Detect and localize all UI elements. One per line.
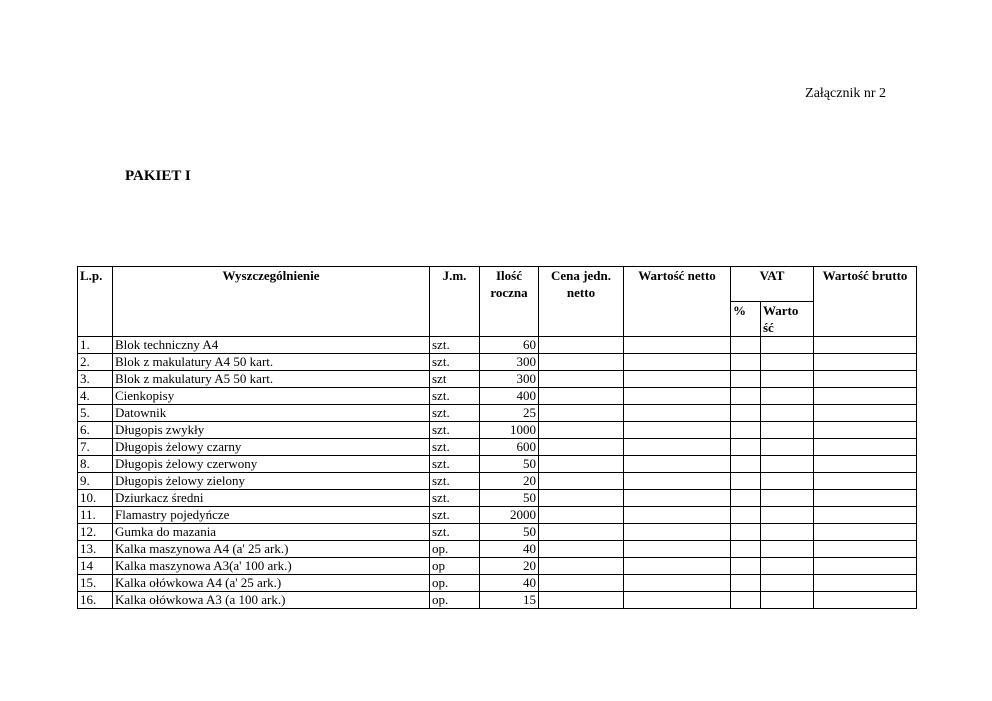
cell-vat-value	[761, 558, 814, 575]
table-row	[78, 439, 917, 456]
cell-unit: szt.	[430, 456, 480, 473]
cell-name: Gumka do mazania	[113, 524, 430, 541]
cell-unit-price	[539, 439, 624, 456]
cell-gross-value	[814, 439, 917, 456]
cell-quantity: 40	[480, 541, 539, 558]
cell-lp: 15.	[78, 575, 113, 592]
cell-vat-percent	[731, 439, 761, 456]
cell-vat-percent	[731, 524, 761, 541]
cell-quantity: 15	[480, 592, 539, 609]
cell-lp: 5.	[78, 405, 113, 422]
cell-name: Blok z makulatury A4 50 kart.	[113, 354, 430, 371]
cell-unit: szt.	[430, 405, 480, 422]
cell-unit: op	[430, 558, 480, 575]
cell-vat-percent	[731, 541, 761, 558]
table-row	[78, 456, 917, 473]
cell-name: Długopis żelowy czarny	[113, 439, 430, 456]
cell-net-value	[624, 558, 731, 575]
cell-gross-value	[814, 422, 917, 439]
cell-gross-value	[814, 388, 917, 405]
cell-vat-value	[761, 507, 814, 524]
cell-net-value	[624, 490, 731, 507]
cell-unit-price	[539, 337, 624, 354]
cell-name: Kalka ołówkowa A3 (a 100 ark.)	[113, 592, 430, 609]
cell-net-value	[624, 405, 731, 422]
table-row	[78, 388, 917, 405]
cell-lp: 10.	[78, 490, 113, 507]
cell-net-value	[624, 541, 731, 558]
table-row	[78, 371, 917, 388]
cell-unit-price	[539, 507, 624, 524]
cell-name: Blok z makulatury A5 50 kart.	[113, 371, 430, 388]
cell-vat-value	[761, 575, 814, 592]
cell-unit-price	[539, 592, 624, 609]
cell-unit-price	[539, 388, 624, 405]
cell-net-value	[624, 422, 731, 439]
table-row	[78, 558, 917, 575]
cell-net-value	[624, 388, 731, 405]
cell-name: Blok techniczny A4	[113, 337, 430, 354]
cell-unit: szt.	[430, 507, 480, 524]
cell-unit: op.	[430, 592, 480, 609]
cell-gross-value	[814, 473, 917, 490]
cell-name: Kalka maszynowa A4 (a' 25 ark.)	[113, 541, 430, 558]
items-table	[77, 266, 917, 609]
cell-name: Kalka ołówkowa A4 (a' 25 ark.)	[113, 575, 430, 592]
cell-lp: 11.	[78, 507, 113, 524]
cell-unit-price	[539, 422, 624, 439]
cell-unit-price	[539, 575, 624, 592]
cell-vat-value	[761, 371, 814, 388]
cell-lp: 4.	[78, 388, 113, 405]
cell-quantity: 20	[480, 558, 539, 575]
cell-vat-value	[761, 439, 814, 456]
table-row	[78, 405, 917, 422]
table-row	[78, 422, 917, 439]
cell-lp: 6.	[78, 422, 113, 439]
cell-vat-percent	[731, 337, 761, 354]
cell-quantity: 50	[480, 456, 539, 473]
table-row	[78, 541, 917, 558]
cell-unit: op.	[430, 541, 480, 558]
cell-vat-value	[761, 524, 814, 541]
cell-vat-percent	[731, 422, 761, 439]
table-row	[78, 490, 917, 507]
cell-vat-percent	[731, 507, 761, 524]
cell-lp: 8.	[78, 456, 113, 473]
cell-gross-value	[814, 490, 917, 507]
cell-lp: 16.	[78, 592, 113, 609]
cell-vat-percent	[731, 558, 761, 575]
table-body	[78, 337, 917, 609]
cell-gross-value	[814, 354, 917, 371]
package-title: PAKIET I	[125, 168, 191, 184]
cell-net-value	[624, 456, 731, 473]
cell-unit-price	[539, 371, 624, 388]
cell-unit: szt.	[430, 524, 480, 541]
cell-vat-percent	[731, 456, 761, 473]
table-row	[78, 507, 917, 524]
cell-vat-percent	[731, 388, 761, 405]
cell-quantity: 20	[480, 473, 539, 490]
header-net-value: Wartość netto	[624, 267, 731, 337]
cell-lp: 9.	[78, 473, 113, 490]
cell-gross-value	[814, 507, 917, 524]
header-quantity: Ilość roczna	[480, 267, 539, 337]
cell-unit: szt.	[430, 490, 480, 507]
cell-lp: 1.	[78, 337, 113, 354]
table-row	[78, 575, 917, 592]
cell-unit: szt.	[430, 388, 480, 405]
cell-net-value	[624, 354, 731, 371]
cell-unit: szt.	[430, 337, 480, 354]
cell-name: Kalka maszynowa A3(a' 100 ark.)	[113, 558, 430, 575]
cell-name: Długopis żelowy czerwony	[113, 456, 430, 473]
cell-net-value	[624, 575, 731, 592]
cell-unit-price	[539, 490, 624, 507]
cell-quantity: 300	[480, 371, 539, 388]
cell-gross-value	[814, 524, 917, 541]
cell-unit-price	[539, 456, 624, 473]
cell-name: Cienkopisy	[113, 388, 430, 405]
header-vat: VAT	[731, 267, 814, 302]
attachment-label: Załącznik nr 2	[805, 86, 886, 101]
table-row	[78, 337, 917, 354]
cell-gross-value	[814, 405, 917, 422]
cell-lp: 7.	[78, 439, 113, 456]
cell-quantity: 40	[480, 575, 539, 592]
cell-name: Długopis zwykły	[113, 422, 430, 439]
cell-name: Datownik	[113, 405, 430, 422]
cell-net-value	[624, 371, 731, 388]
header-unit: J.m.	[430, 267, 480, 337]
cell-net-value	[624, 524, 731, 541]
cell-name: Dziurkacz średni	[113, 490, 430, 507]
cell-vat-value	[761, 337, 814, 354]
cell-net-value	[624, 507, 731, 524]
cell-gross-value	[814, 371, 917, 388]
cell-quantity: 300	[480, 354, 539, 371]
cell-net-value	[624, 592, 731, 609]
cell-unit: op.	[430, 575, 480, 592]
cell-vat-value	[761, 490, 814, 507]
cell-lp: 13.	[78, 541, 113, 558]
cell-gross-value	[814, 541, 917, 558]
cell-unit-price	[539, 541, 624, 558]
header-lp: L.p.	[78, 267, 113, 337]
cell-vat-percent	[731, 490, 761, 507]
cell-vat-value	[761, 592, 814, 609]
cell-vat-value	[761, 541, 814, 558]
cell-gross-value	[814, 575, 917, 592]
cell-net-value	[624, 439, 731, 456]
cell-unit-price	[539, 405, 624, 422]
cell-quantity: 1000	[480, 422, 539, 439]
cell-quantity: 600	[480, 439, 539, 456]
cell-vat-percent	[731, 371, 761, 388]
cell-vat-percent	[731, 405, 761, 422]
cell-gross-value	[814, 558, 917, 575]
table-row	[78, 354, 917, 371]
cell-unit: szt	[430, 371, 480, 388]
cell-lp: 3.	[78, 371, 113, 388]
header-gross-value: Wartość brutto	[814, 267, 917, 337]
cell-gross-value	[814, 592, 917, 609]
table-row	[78, 592, 917, 609]
table-row	[78, 473, 917, 490]
cell-gross-value	[814, 456, 917, 473]
cell-unit: szt.	[430, 422, 480, 439]
cell-unit: szt.	[430, 354, 480, 371]
cell-vat-percent	[731, 473, 761, 490]
cell-quantity: 25	[480, 405, 539, 422]
cell-unit: szt.	[430, 439, 480, 456]
header-vat-percent: %	[731, 302, 761, 337]
header-unit-price: Cena jedn. netto	[539, 267, 624, 337]
cell-quantity: 2000	[480, 507, 539, 524]
cell-lp: 2.	[78, 354, 113, 371]
cell-unit-price	[539, 558, 624, 575]
cell-vat-value	[761, 422, 814, 439]
cell-vat-value	[761, 388, 814, 405]
header-name: Wyszczególnienie	[113, 267, 430, 337]
cell-unit-price	[539, 524, 624, 541]
cell-net-value	[624, 473, 731, 490]
cell-vat-value	[761, 354, 814, 371]
cell-quantity: 400	[480, 388, 539, 405]
cell-quantity: 50	[480, 490, 539, 507]
cell-vat-percent	[731, 592, 761, 609]
cell-vat-percent	[731, 575, 761, 592]
cell-net-value	[624, 337, 731, 354]
cell-vat-value	[761, 456, 814, 473]
cell-name: Flamastry pojedyńcze	[113, 507, 430, 524]
cell-name: Długopis żelowy zielony	[113, 473, 430, 490]
table-row	[78, 524, 917, 541]
cell-unit-price	[539, 354, 624, 371]
cell-lp: 12.	[78, 524, 113, 541]
header-vat-value: Warto ść	[761, 302, 814, 337]
cell-unit-price	[539, 473, 624, 490]
cell-vat-value	[761, 473, 814, 490]
cell-quantity: 60	[480, 337, 539, 354]
table-header	[78, 267, 917, 337]
cell-vat-percent	[731, 354, 761, 371]
cell-unit: szt.	[430, 473, 480, 490]
cell-vat-value	[761, 405, 814, 422]
cell-gross-value	[814, 337, 917, 354]
cell-lp: 14	[78, 558, 113, 575]
cell-quantity: 50	[480, 524, 539, 541]
